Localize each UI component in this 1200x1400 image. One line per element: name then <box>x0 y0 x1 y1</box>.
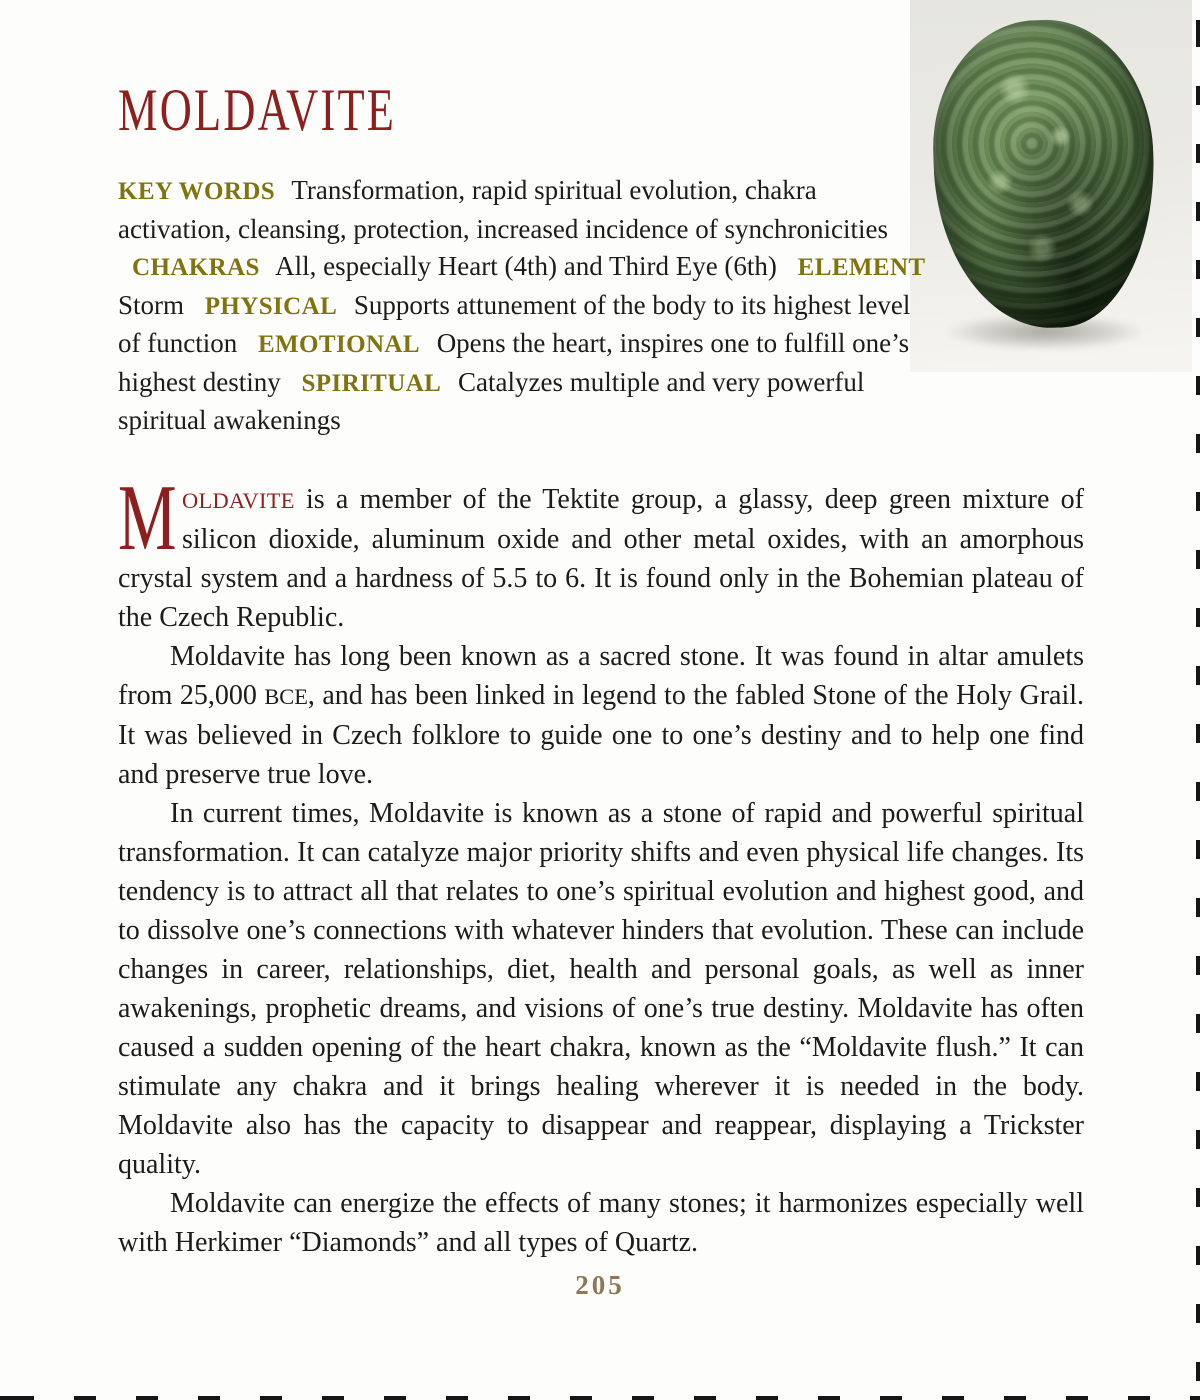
keyword-label: SPIRITUAL <box>301 369 442 397</box>
keywords-paragraph <box>118 172 936 440</box>
lead-word: OLDAVITE <box>182 488 295 513</box>
keyword-label: CHAKRAS <box>132 254 260 281</box>
drop-cap: M <box>118 466 177 570</box>
keyword-text: Opens the heart, inspires one to fulfill one’s highest destiny <box>118 328 910 397</box>
body-paragraph: MOLDAVITE is a member of the Tektite group, a glassy, deep green mixture of silicon dioxide, aluminum oxide and other metal oxides, with an amorphous crystal system and a hardness of 5.5 to 6. It is found only in the Bohemian plateau of the Czech Republic. <box>118 466 1084 633</box>
moldavite-stone-image <box>929 16 1160 331</box>
keyword-text: Supports attunement of the body to its highest level of function <box>118 289 911 358</box>
page-edge-marks-right <box>1196 0 1200 1400</box>
keyword-label: ELEMENT <box>797 254 926 281</box>
body-paragraph: Moldavite has long been known as a sacred stone. It was found in altar amulets from 25,000 BCE, and has been linked in legend to the fabled Stone of the Holy Grail. It was believed in Czech folklore to guide one to one’s destiny and to help one find and preserve true love. <box>118 641 1085 790</box>
keyword-text: All, especially Heart (4th) and Third Eye (6th) <box>275 251 777 281</box>
keyword-text: Transformation, rapid spiritual evolution, chakra activation, cleansing, protection, increased incidence of synchronicities <box>118 175 888 244</box>
page-number: 205 <box>575 1270 625 1300</box>
moldavite-photo <box>910 0 1192 372</box>
keyword-text: Storm <box>118 289 185 320</box>
keyword-label: KEY WORDS <box>118 178 276 205</box>
keyword-label: PHYSICAL <box>204 292 338 320</box>
page-title: MOLDAVITE <box>118 77 397 143</box>
page-edge-marks-bottom <box>0 1396 1200 1400</box>
body-paragraph: Moldavite can energize the effects of many stones; it harmonizes especially well with Herkimer “Diamonds” and all types of Quartz. <box>118 1188 1084 1258</box>
keyword-text: Catalyzes multiple and very powerful spiritual awakenings <box>118 366 865 435</box>
body-paragraph: In current times, Moldavite is known as a stone of rapid and powerful spiritual transformation. It can catalyze major priority shifts and even physical life changes. Its tendency is to attract all that relates to one’s spiritual evolution and highest good, and to dissolve one’s connections with whatever hinders that evolution. These can include changes in career, relationships, diet, health and personal goals, as well as inner awakenings, prophetic dreams, and visions of one’s true destiny. Moldavite has often caused a sudden opening of the heart chakra, known as the “Moldavite flush.” It can stimulate any chakra and it brings healing wherever it is needed in the body. Moldavite also has the capacity to disappear and reappear, displaying a Trickster quality. <box>118 798 1084 1180</box>
small-caps: BCE <box>264 684 308 709</box>
keyword-label: EMOTIONAL <box>257 331 420 358</box>
article-body <box>118 466 1085 1262</box>
